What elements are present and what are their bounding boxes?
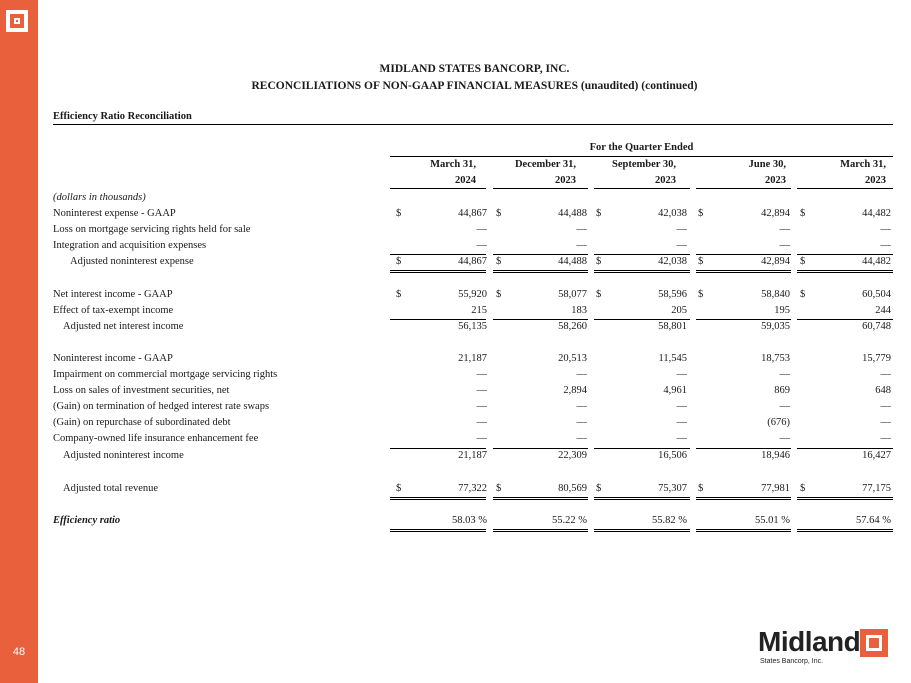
value-cell: 55.01 %	[755, 515, 790, 526]
column-header	[790, 157, 886, 189]
row-label: Company-owned life insurance enhancement fee	[53, 433, 259, 444]
value-cell: —	[880, 240, 891, 251]
value-cell: 21,187	[458, 353, 487, 364]
period-header: For the Quarter Ended	[589, 142, 694, 153]
table-row	[53, 207, 893, 221]
value-cell: 42,894	[761, 208, 790, 219]
value-cell: 183	[571, 305, 587, 316]
currency-symbol: $	[496, 208, 502, 219]
column-header-year: 2023	[655, 175, 676, 186]
value-cell: 55.22 %	[552, 515, 587, 526]
row-label: Efficiency ratio	[53, 515, 121, 526]
table-row	[53, 482, 893, 496]
table-row	[53, 352, 893, 366]
value-cell: —	[676, 240, 687, 251]
value-cell: 4,961	[663, 385, 687, 396]
value-cell: 58,596	[658, 289, 687, 300]
value-cell: 215	[471, 305, 487, 316]
brand-square-icon	[860, 629, 888, 657]
value-cell: —	[880, 401, 891, 412]
value-cell: 648	[875, 385, 891, 396]
row-label: Adjusted net interest income	[63, 321, 184, 332]
value-cell: 58,840	[761, 289, 790, 300]
value-cell: 57.64 %	[856, 515, 891, 526]
midland-brand-logo	[758, 627, 888, 667]
total-double-rule	[696, 497, 791, 500]
company-title: MIDLAND STATES BANCORP, INC.	[379, 63, 570, 75]
currency-symbol: $	[396, 208, 402, 219]
value-cell: 44,488	[558, 208, 587, 219]
value-cell: 55.82 %	[652, 515, 687, 526]
currency-symbol: $	[396, 289, 402, 300]
table-row	[53, 255, 893, 269]
currency-symbol: $	[698, 208, 704, 219]
value-cell: 58,260	[558, 321, 587, 332]
value-cell: 56,135	[458, 321, 487, 332]
value-cell: 244	[875, 305, 891, 316]
total-double-rule	[493, 497, 588, 500]
value-cell: 18,753	[761, 353, 790, 364]
value-cell: 20,513	[558, 353, 587, 364]
value-cell: 58.03 %	[452, 515, 487, 526]
value-cell: —	[476, 401, 487, 412]
total-double-rule	[493, 529, 588, 532]
subtotal-rule	[594, 319, 690, 320]
value-cell: 21,187	[458, 450, 487, 461]
column-header-year: 2023	[865, 175, 886, 186]
subtotal-rule	[797, 448, 893, 449]
column-header-rule	[594, 188, 690, 189]
units-note: (dollars in thousands)	[53, 192, 146, 203]
table-row	[53, 449, 893, 463]
value-cell: —	[576, 433, 587, 444]
value-cell: 55,920	[458, 289, 487, 300]
currency-symbol: $	[698, 256, 704, 267]
total-double-rule	[390, 270, 486, 273]
value-cell: 58,077	[558, 289, 587, 300]
column-header-month: December 31,	[514, 159, 576, 170]
row-label: Loss on mortgage servicing rights held for sale	[53, 224, 251, 235]
column-header-month: June 30,	[748, 159, 786, 170]
value-cell: —	[476, 433, 487, 444]
value-cell: 60,748	[862, 321, 891, 332]
total-double-rule	[797, 529, 893, 532]
column-header-month: March 31,	[430, 159, 476, 170]
section-divider	[53, 124, 893, 125]
total-double-rule	[390, 497, 486, 500]
table-row	[53, 432, 893, 446]
column-header-rule	[797, 188, 893, 189]
column-header-rule	[390, 188, 486, 189]
column-header-rule	[696, 188, 791, 189]
value-cell: —	[779, 401, 790, 412]
value-cell: 80,569	[558, 483, 587, 494]
value-cell: —	[476, 240, 487, 251]
value-cell: 869	[774, 385, 790, 396]
row-label: Impairment on commercial mortgage servicing rights	[53, 369, 278, 380]
table-row	[53, 384, 893, 398]
subtotal-rule	[696, 254, 791, 255]
brand-tagline: States Bancorp, Inc.	[760, 658, 824, 665]
table-row	[53, 514, 893, 528]
table-row	[53, 368, 893, 382]
column-header	[590, 157, 676, 189]
currency-symbol: $	[496, 289, 502, 300]
column-header-year: 2024	[455, 175, 476, 186]
value-cell: 44,482	[862, 208, 891, 219]
value-cell: 22,309	[558, 450, 587, 461]
subtotal-rule	[390, 254, 486, 255]
value-cell: 16,427	[862, 450, 891, 461]
column-header-year: 2023	[555, 175, 576, 186]
table-row	[53, 304, 893, 318]
table-row	[53, 223, 893, 237]
currency-symbol: $	[800, 256, 806, 267]
table-row	[53, 288, 893, 302]
value-cell: —	[880, 433, 891, 444]
page-number: 48	[12, 646, 26, 658]
value-cell: 15,779	[862, 353, 891, 364]
value-cell: —	[779, 369, 790, 380]
value-cell: 44,482	[862, 256, 891, 267]
value-cell: —	[576, 224, 587, 235]
value-cell: —	[779, 433, 790, 444]
value-cell: —	[476, 369, 487, 380]
value-cell: —	[779, 240, 790, 251]
total-double-rule	[493, 270, 588, 273]
column-header	[490, 157, 576, 189]
value-cell: —	[576, 240, 587, 251]
total-double-rule	[594, 529, 690, 532]
value-cell: —	[676, 369, 687, 380]
value-cell: —	[676, 417, 687, 428]
table-row	[53, 239, 893, 253]
subtotal-rule	[390, 448, 486, 449]
subtotal-rule	[696, 319, 791, 320]
row-label: Noninterest expense - GAAP	[53, 208, 176, 219]
value-cell: 16,506	[658, 450, 687, 461]
subtotal-rule	[797, 254, 893, 255]
value-cell: 77,981	[761, 483, 790, 494]
value-cell: 44,867	[458, 208, 487, 219]
subtotal-rule	[594, 448, 690, 449]
value-cell: —	[476, 385, 487, 396]
value-cell: —	[476, 417, 487, 428]
total-double-rule	[696, 270, 791, 273]
value-cell: 75,307	[658, 483, 687, 494]
row-label: (Gain) on termination of hedged interest rate swaps	[53, 401, 270, 412]
value-cell: —	[880, 417, 891, 428]
total-double-rule	[797, 497, 893, 500]
value-cell: —	[676, 433, 687, 444]
value-cell: 11,545	[658, 353, 687, 364]
midland-logo-icon	[6, 10, 28, 32]
value-cell: —	[676, 224, 687, 235]
currency-symbol: $	[396, 483, 402, 494]
currency-symbol: $	[698, 483, 704, 494]
total-double-rule	[594, 497, 690, 500]
value-cell: —	[880, 369, 891, 380]
value-cell: 44,867	[458, 256, 487, 267]
row-label: Adjusted noninterest income	[63, 450, 184, 461]
total-double-rule	[696, 529, 791, 532]
row-label: Adjusted total revenue	[63, 483, 159, 494]
row-label: Effect of tax-exempt income	[53, 305, 174, 316]
column-header-year: 2023	[765, 175, 786, 186]
value-cell: 59,035	[761, 321, 790, 332]
subtotal-rule	[797, 319, 893, 320]
value-cell: 195	[774, 305, 790, 316]
total-double-rule	[594, 270, 690, 273]
value-cell: 205	[671, 305, 687, 316]
total-double-rule	[797, 270, 893, 273]
currency-symbol: $	[596, 483, 602, 494]
value-cell: 77,175	[862, 483, 891, 494]
sidebar-accent	[0, 0, 38, 683]
section-title: Efficiency Ratio Reconciliation	[53, 111, 192, 122]
row-label: (Gain) on repurchase of subordinated debt	[53, 417, 231, 428]
column-header-rule	[493, 188, 588, 189]
currency-symbol: $	[596, 289, 602, 300]
report-subtitle: RECONCILIATIONS OF NON-GAAP FINANCIAL MEASURES (unaudited) (continued)	[251, 80, 698, 92]
currency-symbol: $	[496, 256, 502, 267]
subtotal-rule	[493, 254, 588, 255]
subtotal-rule	[493, 319, 588, 320]
row-label: Loss on sales of investment securities, net	[53, 385, 230, 396]
column-header-month: September 30,	[612, 159, 676, 170]
value-cell: —	[676, 401, 687, 412]
currency-symbol: $	[800, 208, 806, 219]
table-row	[53, 320, 893, 334]
value-cell: —	[576, 417, 587, 428]
value-cell: 58,801	[658, 321, 687, 332]
subtotal-rule	[594, 254, 690, 255]
currency-symbol: $	[596, 208, 602, 219]
currency-symbol: $	[698, 289, 704, 300]
table-row	[53, 416, 893, 430]
value-cell: 18,946	[761, 450, 790, 461]
value-cell: —	[476, 224, 487, 235]
value-cell: —	[880, 224, 891, 235]
row-label: Net interest income - GAAP	[53, 289, 173, 300]
total-double-rule	[390, 529, 486, 532]
value-cell: 42,038	[658, 256, 687, 267]
currency-symbol: $	[396, 256, 402, 267]
brand-name: Midland	[758, 626, 861, 657]
subtotal-rule	[696, 448, 791, 449]
column-header	[390, 157, 476, 189]
currency-symbol: $	[596, 256, 602, 267]
value-cell: 44,488	[558, 256, 587, 267]
value-cell: —	[576, 369, 587, 380]
value-cell: (676)	[767, 417, 790, 428]
column-header	[690, 157, 786, 189]
value-cell: 77,322	[458, 483, 487, 494]
subtotal-rule	[390, 319, 486, 320]
currency-symbol: $	[800, 289, 806, 300]
value-cell: —	[576, 401, 587, 412]
row-label: Integration and acquisition expenses	[53, 240, 207, 251]
column-header-month: March 31,	[840, 159, 886, 170]
value-cell: 2,894	[563, 385, 587, 396]
value-cell: 60,504	[862, 289, 891, 300]
currency-symbol: $	[496, 483, 502, 494]
value-cell: —	[779, 224, 790, 235]
value-cell: 42,894	[761, 256, 790, 267]
row-label: Noninterest income - GAAP	[53, 353, 173, 364]
subtotal-rule	[493, 448, 588, 449]
currency-symbol: $	[800, 483, 806, 494]
value-cell: 42,038	[658, 208, 687, 219]
row-label: Adjusted noninterest expense	[70, 256, 194, 267]
table-row	[53, 400, 893, 414]
